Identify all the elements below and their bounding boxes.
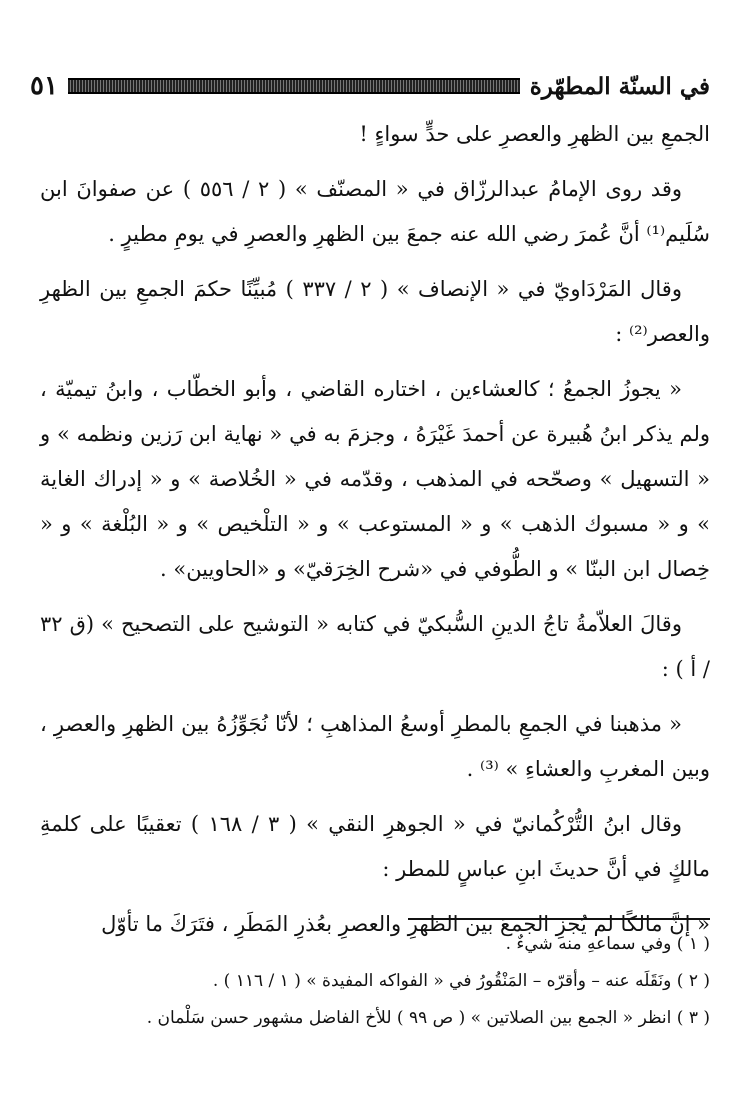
body-text xyxy=(40,112,710,957)
quote-paragraph: « إنَّ مالكًا لم يُجزِ الجمعَ بين الظهرِ والعصرِ بعُذرِ المَطَرِ ، فتَرَكَ ما تأوّل xyxy=(101,912,710,936)
footnote-1: ( ١ ) وفي سماعهِ منه شيءٌ . xyxy=(505,934,710,954)
footnote-3: ( ٣ ) انظر « الجمع بين الصلاتين » ( ص ٩٩ ) للأخ الفاضل مشهور حسن سَلْمان . xyxy=(146,1008,710,1028)
running-header xyxy=(30,66,710,106)
paragraph: وقال المَرْدَاويّ في « الإنصاف » ( ٢ / ٣٣٧ ) مُبيِّنًا حكمَ الجمعِ بين الظهرِ والعصر⁽²⁾ : xyxy=(40,277,710,346)
header-title: في السنّة المطهّرة xyxy=(529,72,710,100)
paragraph: وقالَ العلاّمةُ تاجُ الدينِ السُّبكيّ في كتابه « التوشيح على التصحيح » (ق ٣٢ / أ ) : xyxy=(40,612,710,681)
footnote-2: ( ٢ ) ونَقَلَه عنه – وأقرّه – المَنْقُورُ في « الفواكه المفيدة » ( ١ / ١١٦ ) . xyxy=(212,971,710,991)
quote-paragraph: « يجوزُ الجمعُ ؛ كالعشاءين ، اختاره القاضي ، وأبو الخطّاب ، وابنُ تيميّة ، ولم يذكر ابنُ هُبيرة عن أحمدَ غَيْرَهُ ، وجزمَ به في « نهاية ابن رَزين ونظمه » و « التسهيل » وصحّحه في المذهب ، وقدّمه في « الخُلاصة » و « إدراك الغاية » و « مسبوك الذهب » و « المستوعب » و « التلْخيص » و « البُلْغة » و « خِصال ابن البنّا » و الطُّوفي في «شرح الخِرَقيّ» و «الحاويين» . xyxy=(40,377,710,581)
footnotes xyxy=(40,926,710,1037)
paragraph: وقد روى الإمامُ عبدالرزّاق في « المصنّف » ( ٢ / ٥٥٦ ) عن صفوانَ ابن سُلَيم⁽¹⁾ أنَّ عُمرَ رضي الله عنه جمعَ بين الظهرِ والعصرِ في يومِ مطيرٍ . xyxy=(40,177,710,246)
page-number: ٥١ xyxy=(30,71,58,101)
paragraph: الجمعِ بين الظهرِ والعصرِ على حدٍّ سواءٍ ! xyxy=(359,122,710,146)
quote-paragraph: « مذهبنا في الجمعِ بالمطرِ أوسعُ المذاهبِ ؛ لأنّا نُجَوِّزُهُ بين الظهرِ والعصرِ ، وبين المغربِ والعشاءِ » ⁽³⁾ . xyxy=(40,712,710,781)
footnote-divider xyxy=(408,918,710,920)
header-rule xyxy=(68,78,520,94)
paragraph: وقال ابنُ التُّرْكُمانيّ في « الجوهرِ النقي » ( ٣ / ١٦٨ ) تعقيبًا على كلمةِ مالكٍ في أنَّ حديثَ ابنِ عباسٍ للمطر : xyxy=(40,812,710,881)
